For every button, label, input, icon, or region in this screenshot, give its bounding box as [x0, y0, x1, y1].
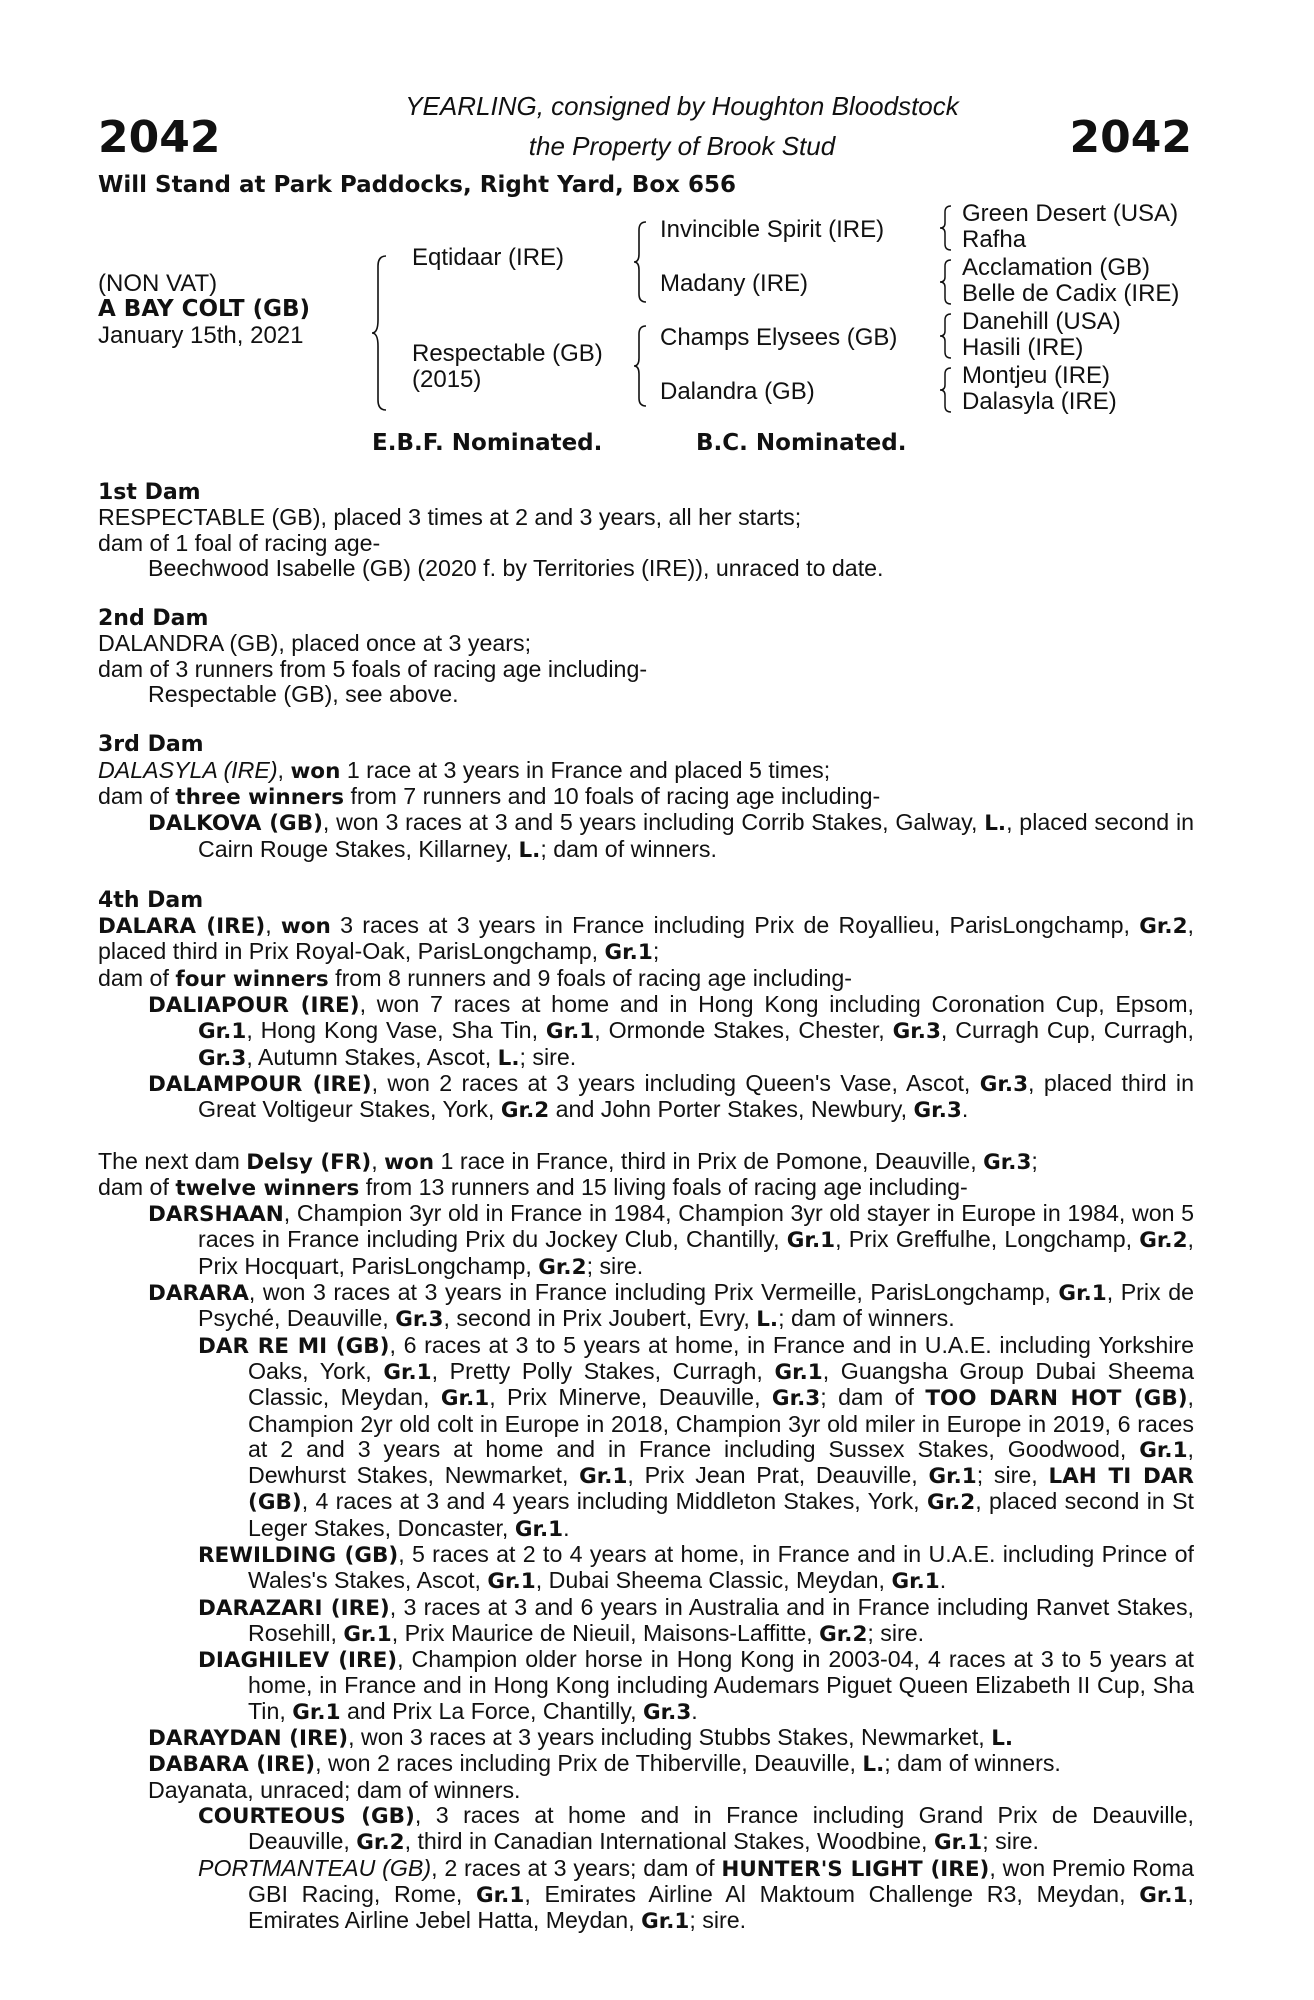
produce-entry — [98, 1856, 1194, 1935]
text: ; dam of winners. — [540, 835, 717, 862]
dam-record: 1 race at 3 years in France and placed 5 times; — [340, 756, 831, 783]
won-label: won — [290, 758, 341, 784]
grade: Gr.1 — [1058, 1281, 1107, 1307]
dam-name: Delsy (FR) — [246, 1149, 372, 1175]
horse-name: DAR RE MI (GB) — [198, 1333, 390, 1359]
text: , Dubai Sheema Classic, Meydan, — [535, 1567, 892, 1594]
grade: Gr.2 — [1139, 914, 1188, 940]
winners-count: twelve winners — [175, 1175, 360, 1201]
grade: Gr.1 — [545, 1019, 595, 1045]
grade: Gr.1 — [487, 1569, 536, 1595]
horse-name: DIAGHILEV (IRE) — [198, 1648, 398, 1674]
sire-dam: Madany (IRE) — [660, 270, 809, 297]
dam-produce-summary: dam of 1 foal of racing age- — [98, 529, 381, 556]
text: , Dewhurst Stakes, Newmarket, — [248, 1435, 1194, 1489]
horse-name: LAH TI DAR (GB) — [248, 1464, 1194, 1516]
text: ; — [652, 938, 660, 965]
sire-dam-dam: Belle de Cadix (IRE) — [962, 280, 1180, 307]
pedigree-table — [0, 200, 1314, 440]
produce-entry — [98, 1333, 1194, 1542]
horse-name: DARAYDAN (IRE) — [148, 1726, 349, 1752]
produce-entry — [98, 992, 1194, 1071]
horse-name: DALIAPOUR (IRE) — [148, 993, 360, 1019]
text: , third in Canadian International Stakes, Woodbine, — [404, 1828, 934, 1855]
dam-summary: DALASYLA (IRE), won 1 race at 3 years in France and placed 5 times; — [98, 756, 831, 784]
text: , won 2 races at 3 years including Queen's Vase, Ascot, — [371, 1069, 980, 1096]
text: , Hong Kong Vase, Sha Tin, — [246, 1017, 546, 1044]
text: , Champion older horse in Hong Kong in 2003-04, 4 races at 3 to 5 years at home, in France and in Hong Kong including Audemars Piguet Queen Elizabeth II Cup, Sha Tin, — [248, 1646, 1194, 1724]
horse-name: A BAY COLT (GB) — [98, 296, 311, 322]
text: from 7 runners and 10 foals of racing age including- — [344, 782, 881, 809]
brace-icon — [938, 366, 954, 414]
grade: Gr.1 — [891, 1569, 940, 1595]
horse-name: TOO DARN HOT (GB) — [925, 1386, 1188, 1412]
vat-status: (NON VAT) — [98, 270, 218, 297]
text: from 8 runners and 9 foals of racing age including- — [328, 964, 853, 991]
horse-name: DABARA (IRE) — [148, 1752, 316, 1778]
dam-name: DALARA (IRE) — [98, 914, 266, 940]
sire-sire: Invincible Spirit (IRE) — [660, 216, 885, 243]
dam-year: (2015) — [412, 366, 482, 393]
grade: Gr.1 — [1139, 1882, 1188, 1908]
grade: Gr.2 — [538, 1254, 587, 1280]
grade: L. — [497, 1045, 520, 1071]
section-heading: 4th Dam — [98, 887, 204, 913]
text: , Champion 3yr old in France in 1984, Champion 3yr old stayer in Europe in 1984, won 5 races in France including Prix du Jockey Club, Chantilly, — [198, 1200, 1194, 1253]
text: from 13 runners and 15 living foals of racing age including- — [359, 1173, 968, 1200]
produce-entry — [98, 1542, 1194, 1595]
grade: Gr.2 — [819, 1621, 868, 1647]
section-heading: 3rd Dam — [98, 732, 204, 758]
produce-entry — [98, 1725, 1194, 1751]
text: , Prix Maurice de Nieuil, Maisons-Laffitte, — [391, 1619, 820, 1646]
text: dam of — [98, 964, 176, 991]
property-line: the Property of Brook Stud — [528, 131, 836, 161]
third-dam-section — [98, 732, 1194, 862]
grade: Gr.1 — [343, 1621, 392, 1647]
grade: Gr.3 — [913, 1098, 962, 1124]
produce-entry: Beechwood Isabelle (GB) (2020 f. by Territories (IRE)), unraced to date. — [148, 554, 884, 581]
dam-summary: RESPECTABLE (GB), placed 3 times at 2 and 3 years, all her starts; — [98, 504, 802, 531]
text: , placed second in St Leger Stakes, Doncaster, — [248, 1488, 1194, 1541]
horse-name: DARSHAAN — [148, 1202, 284, 1228]
text: ; sire. — [519, 1043, 577, 1070]
grade: Gr.3 — [642, 1699, 692, 1725]
text: , won 7 races at home and in Hong Kong including Coronation Cup, Epsom, — [359, 991, 1194, 1018]
text: dam of — [98, 782, 176, 809]
text: , second in Prix Joubert, Evry, — [443, 1305, 757, 1332]
text: , placed second in Cairn Rouge Stakes, Killarney, — [198, 809, 1195, 862]
text: , 5 races at 2 to 4 years at home, in France and in U.A.E. including Prince of Wales's Stakes, Ascot, — [248, 1540, 1194, 1594]
horse-name: DALAMPOUR (IRE) — [148, 1071, 372, 1097]
section-heading: 2nd Dam — [98, 606, 209, 632]
dam-sire-sire: Danehill (USA) — [962, 308, 1121, 335]
grade: Gr.3 — [892, 1019, 941, 1045]
text: 1 race in France, third in Prix de Pomone, Deauville, — [434, 1147, 984, 1174]
grade: Gr.3 — [979, 1071, 1029, 1097]
grade: Gr.1 — [933, 1830, 983, 1856]
brace-icon — [938, 204, 954, 252]
grade: L. — [518, 837, 541, 863]
text: , Pretty Polly Stakes, Curragh, — [431, 1357, 775, 1384]
horse-name: HUNTER'S LIGHT (IRE) — [721, 1856, 990, 1882]
text: , Curragh Cup, Curragh, — [940, 1017, 1194, 1044]
dam-sire-dam: Hasili (IRE) — [962, 334, 1084, 361]
text: , won Premio Roma GBI Racing, Rome, — [248, 1854, 1195, 1907]
text: , won 2 races including Prix de Thiberville, Deauville, — [315, 1750, 863, 1777]
won-label: won — [384, 1149, 435, 1175]
produce-entry: Respectable (GB), see above. — [148, 681, 459, 708]
horse-name: COURTEOUS (GB) — [198, 1803, 415, 1829]
text: , placed third in Great Voltigeur Stakes, York, — [198, 1069, 1194, 1123]
grade: Gr.2 — [926, 1490, 976, 1516]
text: ; — [1031, 1147, 1038, 1174]
text: , Prix Greffulhe, Longchamp, — [835, 1226, 1140, 1253]
text: , 4 races at 3 and 4 years including Middleton Stakes, York, — [301, 1488, 927, 1515]
produce-entry — [98, 1751, 1194, 1777]
grade: Gr.1 — [774, 1359, 823, 1385]
text: , Prix Jean Prat, Deauville, — [627, 1462, 929, 1489]
text: ; dam of winners. — [884, 1750, 1061, 1777]
foaling-date: January 15th, 2021 — [98, 322, 304, 349]
dam-sire: Champs Elysees (GB) — [660, 324, 898, 351]
dam-name: Respectable (GB) — [412, 340, 603, 367]
text: , 3 races at home and in France including Grand Prix de Deauville, Deauville, — [248, 1801, 1194, 1855]
grade: Gr.1 — [292, 1699, 341, 1725]
grade: Gr.1 — [514, 1516, 564, 1542]
text: and John Porter Stakes, Newbury, — [549, 1096, 914, 1123]
consignment-block — [0, 86, 1314, 166]
bc-nomination: B.C. Nominated. — [696, 430, 907, 456]
text: The next dam — [98, 1147, 247, 1174]
text: . — [939, 1567, 947, 1594]
horse-name: DARARA — [148, 1281, 249, 1307]
text: , Prix Hocquart, ParisLongchamp, — [198, 1226, 1194, 1279]
winners-count: four winners — [175, 966, 329, 992]
dam-summary: DALARA (IRE), won 3 races at 3 years in France including Prix de Royallieu, ParisLongchamp, Gr.2, placed third in Prix Royal-Oak, ParisLongchamp, Gr.1; — [98, 912, 1194, 966]
horse-name: PORTMANTEAU (GB) — [198, 1854, 432, 1881]
produce-record — [98, 480, 1194, 1959]
grade: Gr.1 — [383, 1359, 432, 1385]
grade: Gr.1 — [1139, 1437, 1188, 1463]
brace-icon — [938, 312, 954, 360]
text: , 6 races at 3 to 5 years at home, in France and in U.A.E. including Yorkshire Oaks, York, — [248, 1331, 1194, 1384]
text: , won 3 races at 3 years in France including Prix Vermeille, ParisLongchamp, — [248, 1279, 1059, 1306]
dam-summary: DALANDRA (GB), placed once at 3 years; — [98, 630, 532, 657]
text: ; dam of — [820, 1384, 926, 1411]
produce-entry — [98, 810, 1194, 863]
produce-entry — [98, 1071, 1194, 1124]
brace-icon — [632, 220, 650, 304]
grade: Gr.3 — [983, 1149, 1032, 1175]
dam-name: DALASYLA (IRE) — [98, 756, 278, 783]
brace-icon — [938, 258, 954, 306]
text: . — [691, 1697, 698, 1724]
produce-entry — [98, 1647, 1194, 1725]
text: , Guangsha Group Dubai Sheema Classic, Meydan, — [248, 1357, 1194, 1411]
ebf-nomination: E.B.F. Nominated. — [372, 430, 603, 456]
grade: Gr.3 — [771, 1386, 821, 1412]
horse-name: DARAZARI (IRE) — [198, 1595, 390, 1621]
grade: L. — [756, 1307, 779, 1333]
text: , 2 races at 3 years; dam of — [431, 1854, 722, 1881]
produce-entry — [98, 1280, 1194, 1333]
sire-sire-sire: Green Desert (USA) — [962, 200, 1179, 227]
dam-summary: The next dam Delsy (FR), won 1 race in France, third in Prix de Pomone, Deauville, Gr.3; — [98, 1147, 1038, 1175]
brace-icon — [370, 254, 390, 412]
horse-name: DALKOVA (GB) — [148, 811, 323, 837]
grade: Gr.1 — [604, 940, 653, 966]
text: ; sire, — [976, 1462, 1049, 1489]
consignment-line: YEARLING, consigned by Houghton Bloodstock — [405, 91, 959, 121]
dam-dam-sire: Montjeu (IRE) — [962, 362, 1111, 389]
text: 3 races at 3 years in France including Prix de Royallieu, ParisLongchamp, — [330, 912, 1140, 939]
text: , Prix de Psyché, Deauville, — [198, 1279, 1194, 1332]
text: , 3 races at 3 and 6 years in Australia and in France including Ranvet Stakes, Rosehill, — [248, 1593, 1194, 1646]
next-dam-section — [98, 1149, 1194, 1935]
grade: Gr.3 — [395, 1307, 444, 1333]
dam-produce-summary — [98, 784, 1194, 810]
grade: L. — [862, 1752, 885, 1778]
text: ; sire. — [689, 1907, 747, 1934]
grade: L. — [984, 811, 1007, 837]
produce-entry: Dayanata, unraced; dam of winners. — [148, 1776, 521, 1803]
stable-location: Will Stand at Park Paddocks, Right Yard, Box 656 — [98, 172, 736, 198]
sire-name: Eqtidaar (IRE) — [412, 244, 565, 271]
text: dam of — [98, 1173, 176, 1200]
grade: Gr.1 — [928, 1464, 977, 1490]
dam-dam: Dalandra (GB) — [660, 378, 815, 405]
text: . — [563, 1514, 570, 1541]
sire-dam-sire: Acclamation (GB) — [962, 254, 1151, 281]
grade: Gr.2 — [1139, 1228, 1188, 1254]
fourth-dam-section — [98, 888, 1194, 1124]
text: , won 3 races at 3 years including Stubbs Stakes, Newmarket, — [348, 1724, 992, 1751]
produce-entry — [98, 1803, 1194, 1856]
lot-number-right: 2042 — [1069, 112, 1192, 163]
text: ; sire. — [982, 1828, 1039, 1855]
grade: Gr.1 — [786, 1228, 836, 1254]
dam-produce-summary — [98, 966, 1194, 992]
grade: Gr.3 — [198, 1045, 247, 1071]
text: ; sire. — [586, 1252, 644, 1279]
text: and Prix La Force, Chantilly, — [340, 1697, 643, 1724]
text: , Prix Minerve, Deauville, — [489, 1384, 772, 1411]
dam-produce-summary — [98, 1175, 1194, 1201]
brace-icon — [632, 324, 650, 408]
grade: Gr.1 — [579, 1464, 628, 1490]
produce-entry — [98, 1201, 1194, 1280]
text: ; dam of winners. — [778, 1305, 955, 1332]
text: , Emirates Airline Al Maktoum Challenge R3, Meydan, — [524, 1880, 1140, 1907]
grade: Gr.1 — [440, 1386, 490, 1412]
lot-number-left: 2042 — [98, 112, 221, 163]
text: , Champion 2yr old colt in Europe in 2018, Champion 3yr old miler in Europe in 2019, 6 races at 2 and 3 years at home and in France including Sussex Stakes, Goodwood, — [248, 1384, 1194, 1462]
grade: Gr.1 — [641, 1909, 690, 1935]
dam-produce-summary: dam of 3 runners from 5 foals of racing age including- — [98, 655, 648, 682]
first-dam-section — [98, 480, 1194, 581]
grade: Gr.2 — [500, 1098, 550, 1124]
text: . — [961, 1096, 969, 1123]
dam-dam-dam: Dalasyla (IRE) — [962, 388, 1117, 415]
section-heading: 1st Dam — [98, 480, 201, 505]
text: , Autumn Stakes, Ascot, — [246, 1043, 498, 1070]
horse-name: REWILDING (GB) — [198, 1542, 399, 1568]
text: , placed third in Prix Royal-Oak, ParisLongchamp, — [98, 912, 1194, 965]
winners-count: three winners — [175, 784, 345, 810]
second-dam-section — [98, 606, 1194, 707]
grade: Gr.1 — [198, 1019, 247, 1045]
sire-sire-dam: Rafha — [962, 226, 1027, 253]
won-label: won — [280, 914, 331, 940]
text: , Ormonde Stakes, Chester, — [594, 1017, 893, 1044]
grade: L. — [991, 1726, 1014, 1752]
text: , Emirates Airline Jebel Hatta, Meydan, — [248, 1880, 1194, 1934]
text: ; sire. — [867, 1619, 925, 1646]
produce-entry — [98, 1595, 1194, 1648]
grade: Gr.1 — [476, 1882, 525, 1908]
grade: Gr.2 — [356, 1830, 405, 1856]
text: , won 3 races at 3 and 5 years including Corrib Stakes, Galway, — [322, 809, 985, 836]
